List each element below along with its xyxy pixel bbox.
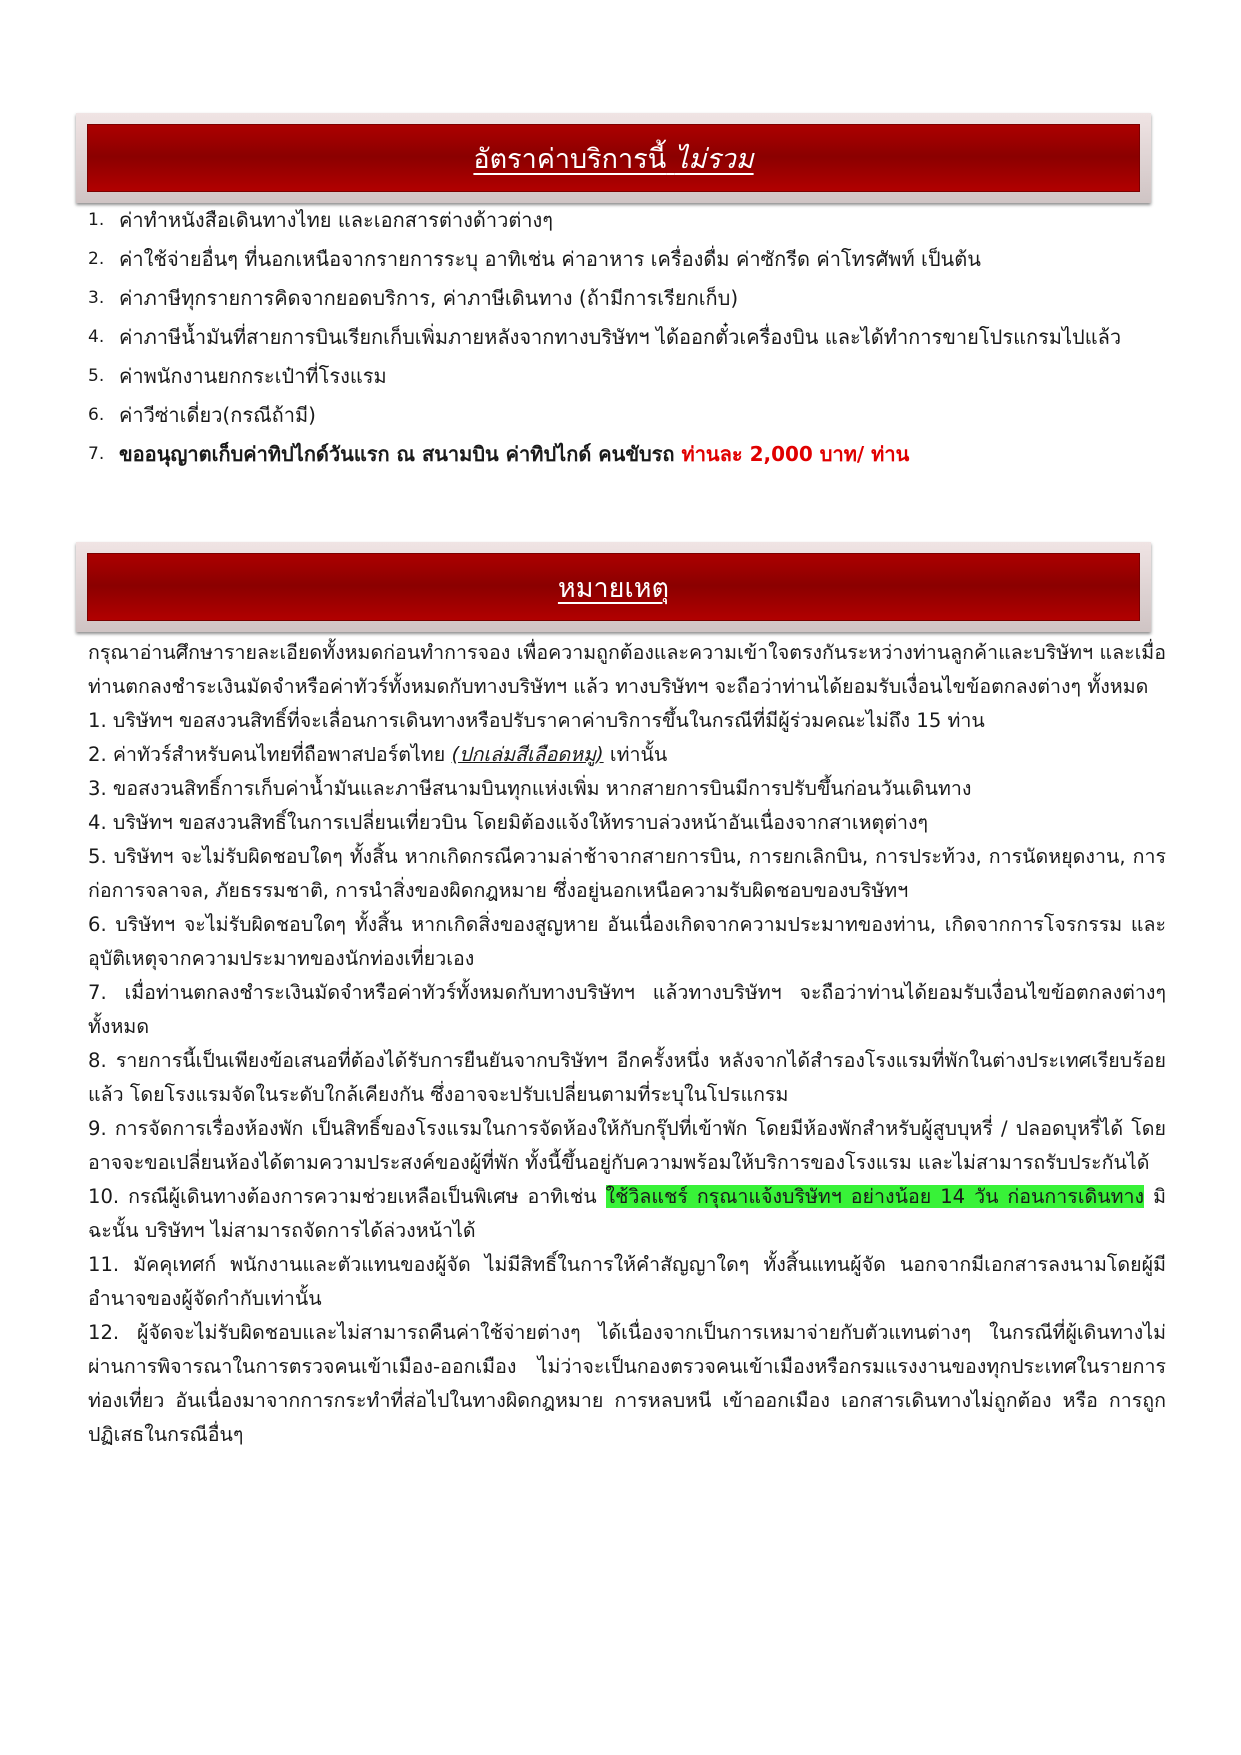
wheelchair-highlight: ใช้วิลแชร์ กรุณาแจ้งบริษัทฯ อย่างน้อย 14 วัน ก่อนการเดินทาง xyxy=(605,1185,1145,1208)
remark-8: 8. รายการนี้เป็นเพียงข้อเสนอที่ต้องได้รับการยืนยันจากบริษัทฯ อีกครั้งหนึ่ง หลังจากได้สำรองโรงแรมที่พักในต่างประเทศเรียบร้อยแล้ว โดยโรงแรมจัดในระดับใกล้เคียงกัน ซึ่งอาจจะปรับเปลี่ยนตามที่ระบุในโปรแกรม xyxy=(88,1049,1166,1106)
remarks-banner xyxy=(76,542,1151,632)
item-number: 3. xyxy=(88,288,105,308)
remark-12: 12. ผู้จัดจะไม่รับผิดชอบและไม่สามารถคืนค่าใช้จ่ายต่างๆ ได้เนื่องจากเป็นการเหมาจ่ายกับตัวแทนต่างๆ ในกรณีที่ผู้เดินทางไม่ผ่านการพิจารณาในการตรวจคนเข้าเมือง-ออกเมือง ไม่ว่าจะเป็นกองตรวจคนเข้าเมืองหรือกรมแรงงานของทุกประเทศในรายการท่องเที่ยว อันเนื่องมาจากการกระทำที่ส่อไปในทางผิดกฎหมาย การหลบหนี เข้าออกเมือง เอกสารเดินทางไม่ถูกต้อง หรือ การถูกปฏิเสธในกรณีอื่นๆ xyxy=(88,1321,1167,1446)
tip-price: ท่านละ 2,000 บาท/ ท่าน xyxy=(681,442,910,466)
banner-inner xyxy=(87,124,1140,192)
list-item xyxy=(88,286,1163,310)
item-number: 2. xyxy=(88,249,105,269)
remark-2 xyxy=(88,738,1166,772)
item-number: 1. xyxy=(88,210,105,230)
item-text: ค่าวีซ่าเดี่ยว(กรณีถ้ามี) xyxy=(119,403,316,427)
banner-title-part2: ไม่รวม xyxy=(674,143,754,175)
list-item xyxy=(88,325,1163,349)
list-item xyxy=(88,247,1163,271)
item-text: ค่าภาษีน้ำมันที่สายการบินเรียกเก็บเพิ่มภายหลังจากทางบริษัทฯ ได้ออกตั๋วเครื่องบิน และได้ทำการขายโปรแกรมไปแล้ว xyxy=(119,325,1122,349)
remark-6: 6. บริษัทฯ จะไม่รับผิดชอบใดๆ ทั้งสิ้น หากเกิดสิ่งของสูญหาย อันเนื่องเกิดจากความประมาทของท่าน, เกิดจากการโจรกรรม และ อุบัติเหตุจากความประมาทของนักท่องเที่ยวเอง xyxy=(88,913,1166,970)
remark-2-tail: เท่านั้น xyxy=(603,743,668,766)
remark-5: 5. บริษัทฯ จะไม่รับผิดชอบใดๆ ทั้งสิ้น หากเกิดกรณีความล่าช้าจากสายการบิน, การยกเลิกบิน, การประท้วง, การนัดหยุดงาน, การก่อการจลาจล, ภัยธรรมชาติ, การนำสิ่งของผิดกฎหมาย ซึ่งอยู่นอกเหนือความรับผิดชอบของบริษัทฯ xyxy=(88,845,1166,902)
item-text: ค่าทำหนังสือเดินทางไทย และเอกสารต่างด้าวต่างๆ xyxy=(119,208,554,232)
item-number: 7. xyxy=(88,444,105,464)
remark-10-tail: มิฉะนั้น บริษัทฯ ไม่สามารถจัดการได้ล่วงหน้าได้ xyxy=(88,1185,1166,1242)
item-number: 6. xyxy=(88,405,105,425)
remark-3: 3. ขอสงวนสิทธิ์การเก็บค่าน้ำมันและภาษีสนามบินทุกแห่งเพิ่ม หากสายการบินมีการปรับขึ้นก่อนวันเดินทาง xyxy=(88,777,972,800)
item-number: 4. xyxy=(88,327,105,347)
banner-title xyxy=(473,137,753,180)
remark-9: 9. การจัดการเรื่องห้องพัก เป็นสิทธิ์ของโรงแรมในการจัดห้องให้กับกรุ๊ปที่เข้าพัก โดยมีห้องพักสำหรับผู้สูบบุหรี่ / ปลอดบุหรี่ได้ โดยอาจจะขอเปลี่ยนห้องได้ตามความประสงค์ของผู้ที่พัก ทั้งนี้ขึ้นอยู่กับความพร้อมให้บริการของโรงแรม และไม่สามารถรับประกันได้ xyxy=(88,1117,1166,1174)
remark-4: 4. บริษัทฯ ขอสงวนสิทธิ์ในการเปลี่ยนเที่ยวบิน โดยมิต้องแจ้งให้ทราบล่วงหน้าอันเนื่องจากสาเหตุต่างๆ xyxy=(88,811,929,834)
item-number: 5. xyxy=(88,366,105,386)
item-text: ค่าภาษีทุกรายการคิดจากยอดบริการ, ค่าภาษีเดินทาง (ถ้ามีการเรียกเก็บ) xyxy=(119,286,739,310)
list-item xyxy=(88,208,1163,232)
banner-title-part1: อัตราค่าบริการนี้ xyxy=(473,143,667,175)
list-item xyxy=(88,403,1163,427)
excluded-services-banner xyxy=(76,113,1151,203)
item-text: ค่าใช้จ่ายอื่นๆ ที่นอกเหนือจากรายการระบุ อาทิเช่น ค่าอาหาร เครื่องดื่ม ค่าซักรีด ค่าโทรศัพท์ เป็นต้น xyxy=(119,247,981,271)
excluded-services-list xyxy=(88,208,1163,481)
list-item xyxy=(88,442,1163,466)
passport-cover-note: (ปกเล่มสีเลือดหมู) xyxy=(451,743,604,766)
remark-7: 7. เมื่อท่านตกลงชำระเงินมัดจำหรือค่าทัวร์ทั้งหมดกับทางบริษัทฯ แล้วทางบริษัทฯ จะถือว่าท่านได้ยอมรับเงื่อนไขข้อตกลงต่างๆ ทั้งหมด xyxy=(88,981,1166,1038)
banner-title: หมายเหตุ xyxy=(557,572,670,604)
list-item xyxy=(88,364,1163,388)
item-text: ค่าพนักงานยกกระเป๋าที่โรงแรม xyxy=(119,364,387,388)
remark-11: 11. มัคคุเทศก์ พนักงานและตัวแทนของผู้จัด ไม่มีสิทธิ์ในการให้คำสัญญาใดๆ ทั้งสิ้นแทนผู้จัด นอกจากมีเอกสารลงนามโดยผู้มีอำนาจของผู้จัดกำกับเท่านั้น xyxy=(88,1253,1166,1310)
remark-2-text: 2. ค่าทัวร์สำหรับคนไทยที่ถือพาสปอร์ตไทย xyxy=(88,743,446,766)
tip-text: ขออนุญาตเก็บค่าทิปไกด์วันแรก ณ สนามบิน ค่าทิปไกด์ คนขับรถ xyxy=(119,442,675,466)
remarks-intro: กรุณาอ่านศึกษารายละเอียดทั้งหมดก่อนทำการจอง เพื่อความถูกต้องและความเข้าใจตรงกันระหว่างท่านลูกค้าและบริษัทฯ และเมื่อท่านตกลงชำระเงินมัดจำหรือค่าทัวร์ทั้งหมดกับทางบริษัทฯ แล้ว ทางบริษัทฯ จะถือว่าท่านได้ยอมรับเงื่อนไขข้อตกลงต่างๆ ทั้งหมด xyxy=(88,641,1166,698)
remarks-body xyxy=(88,636,1166,1452)
remark-10-text: 10. กรณีผู้เดินทางต้องการความช่วยเหลือเป็นพิเศษ อาทิเช่น xyxy=(88,1185,606,1208)
remark-1: 1. บริษัทฯ ขอสงวนสิทธิ์ที่จะเลื่อนการเดินทางหรือปรับราคาค่าบริการขึ้นในกรณีที่มีผู้ร่วมคณะไม่ถึง 15 ท่าน xyxy=(88,709,985,732)
remark-10 xyxy=(88,1180,1166,1248)
banner-inner xyxy=(87,553,1140,621)
item-text xyxy=(119,442,909,466)
